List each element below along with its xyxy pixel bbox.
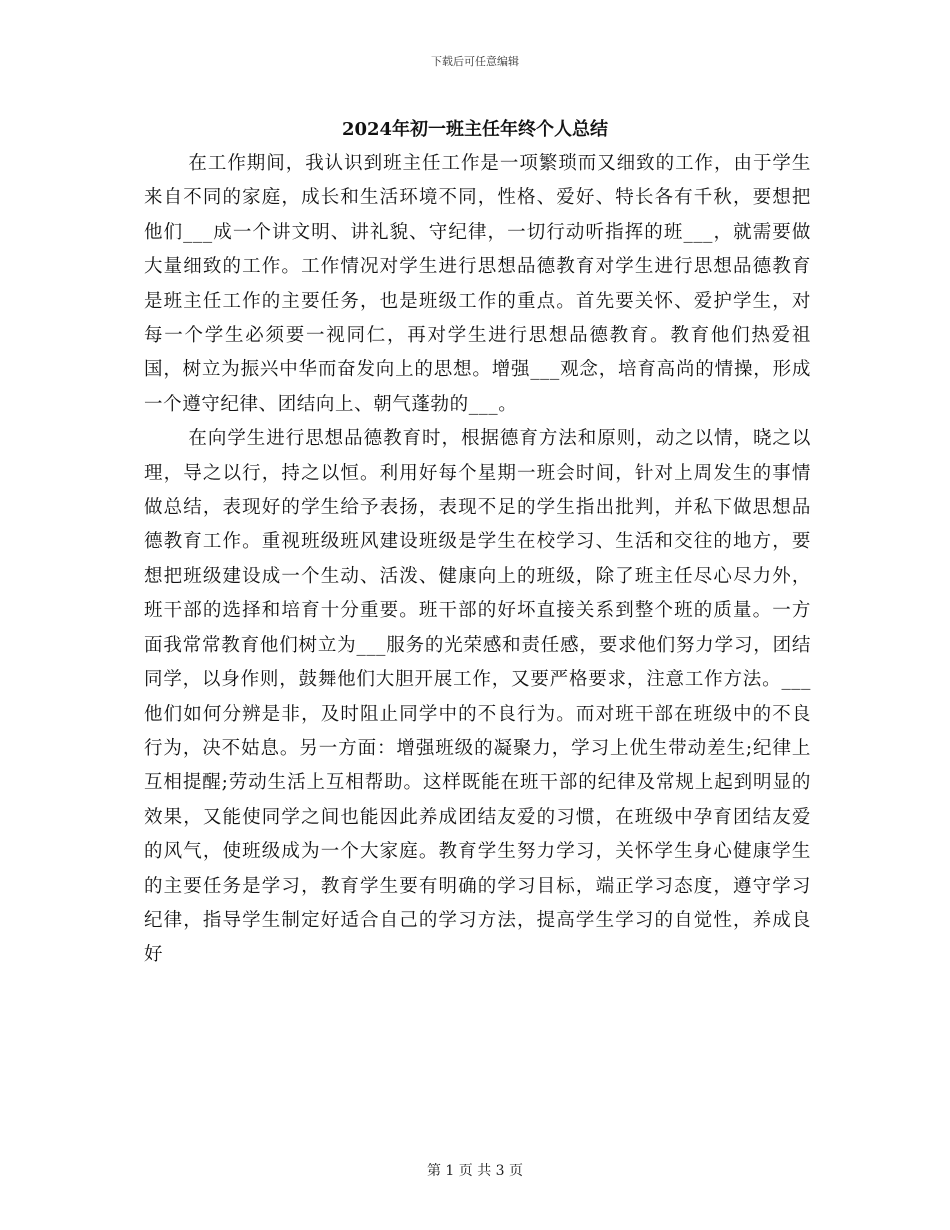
- page-number: 第 1 页 共 3 页: [426, 1163, 524, 1179]
- paragraph-1: 在工作期间，我认识到班主任工作是一项繁琐而又细致的工作，由于学生来自不同的家庭，成长和生活环境不同，性格、爱好、特长各有千秋，要想把他们___成一个讲文明、讲礼貌、守纪律，一切行动听指挥的班___，就需要做大量细致的工作。工作情况对学生进行思想品德教育对学生进行思想品德教育是班主任工作的主要任务，也是班级工作的重点。首先要关怀、爱护学生，对每一个学生必须要一视同仁，再对学生进行思想品德教育。教育他们热爱祖国，树立为振兴中华而奋发向上的思想。增强___观念，培育高尚的情操，形成一个遵守纪律、团结向上、朝气蓬勃的___。: [144, 153, 811, 415]
- page-header-note: 下载后可任意编辑: [431, 55, 519, 68]
- document-title: 2024年初一班主任年终个人总结: [341, 119, 609, 140]
- document-body: [144, 147, 811, 973]
- paragraph-2: 在向学生进行思想品德教育时，根据德育方法和原则，动之以情，晓之以理，导之以行，持之以恒。利用好每个星期一班会时间，针对上周发生的事情做总结，表现好的学生给予表扬，表现不足的学生指出批判，并私下做思想品德教育工作。重视班级班风建设班级是学生在校学习、生活和交往的地方，要想把班级建设成一个生动、活泼、健康向上的班级，除了班主任尽心尽力外，班干部的选择和培育十分重要。班干部的好坏直接关系到整个班的质量。一方面我常常教育他们树立为___服务的光荣感和责任感，要求他们努力学习，团结同学，以身作则，鼓舞他们大胆开展工作，又要严格要求，注意工作方法。___他们如何分辨是非，及时阻止同学中的不良行为。而对班干部在班级中的不良行为，决不姑息。另一方面：增强班级的凝聚力，学习上优生带动差生;纪律上互相提醒;劳动生活上互相帮助。这样既能在班干部的纪律及常规上起到明显的效果，又能使同学之间也能因此养成团结友爱的习惯，在班级中孕育团结友爱的风气，使班级成为一个大家庭。教育学生努力学习，关怀学生身心健康学生的主要任务是学习，教育学生要有明确的学习目标，端正学习态度，遵守学习纪律，指导学生制定好适合自己的学习方法，提高学生学习的自觉性，养成良好: [144, 428, 811, 966]
